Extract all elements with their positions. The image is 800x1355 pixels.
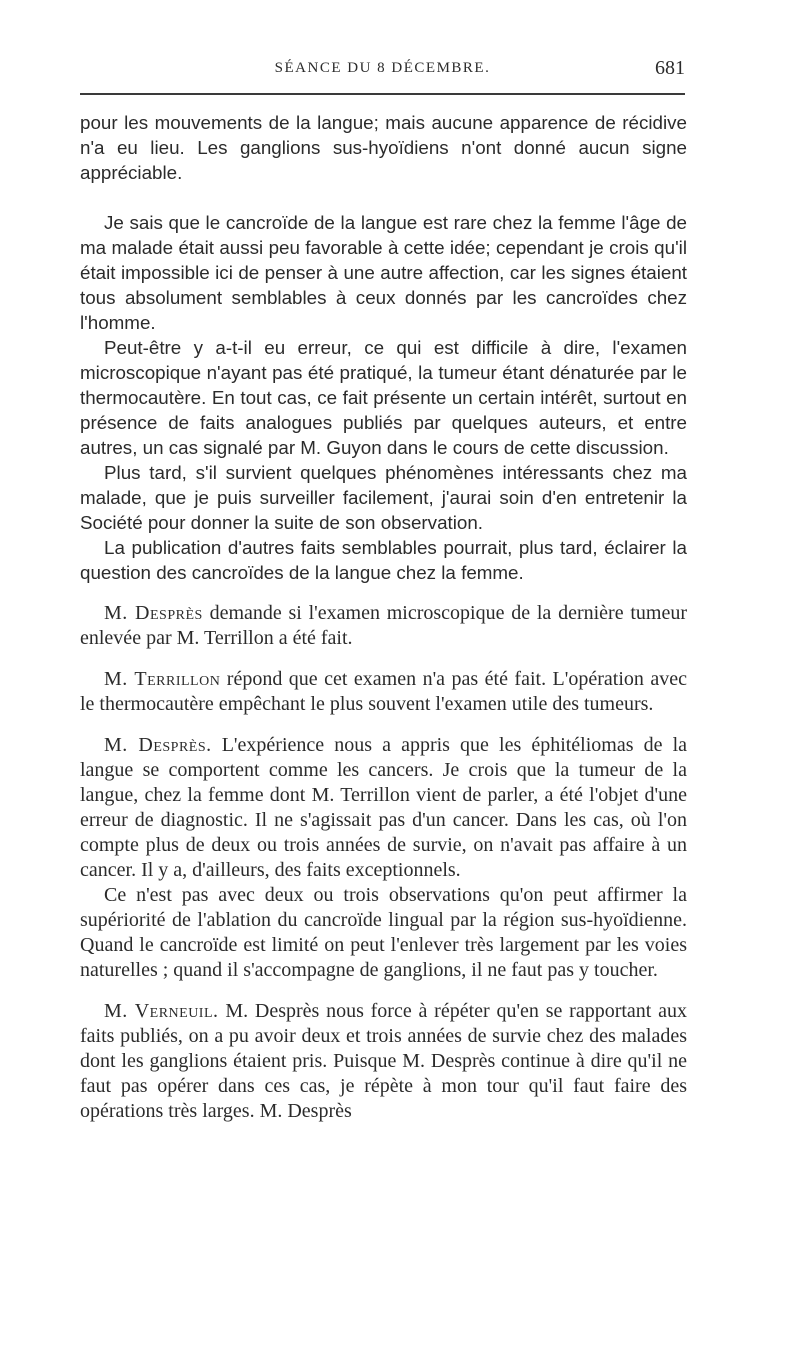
paragraph-2: Je sais que le cancroïde de la langue est rare chez la femme l'âge de ma malade était aussi peu favorable à cette idée; cependant je crois qu'il était impossible ici de penser à une autre affection, car les signes étaient tous absolument semblables à ceux donnés par les cancroïdes chez l'homme. [80, 212, 687, 333]
paragraph-6-text: demande si l'examen microscopique de la dernière tumeur enlevée par M. Terrillon a été fait. [80, 602, 687, 649]
paragraph-5: La publication d'autres faits semblables pourrait, plus tard, éclairer la question des cancroïdes de la langue chez la femme. [80, 537, 687, 583]
speaker-name: M. Desprès [104, 602, 203, 624]
paragraph-8-text: L'expérience nous a appris que les éphitéliomas de la langue se comportent comme les cancers. Je crois que la tumeur de la langue, chez la femme dont M. Terrillon vient de parler, a été l'objet d'une erreur de diagnostic. Il ne s'agissait pas d'un cancer. Dans les cas, où l'on compte plus de deux ou trois années de survie, on n'avait pas affaire à un cancer. Il y a, d'ailleurs, des faits exceptionnels. [80, 734, 688, 881]
paragraph-1: pour les mouvements de la langue; mais aucune apparence de récidive n'a eu lieu. Les ganglions sus-hyoïdiens n'ont donné aucun signe appréciable. [80, 112, 687, 183]
body-text [80, 110, 687, 1124]
paragraph-4: Plus tard, s'il survient quelques phénomènes intéressants chez ma malade, que je puis surveiller facilement, j'aurai soin d'en entretenir la Société pour donner la suite de son observation. [80, 462, 687, 533]
paragraph-10 [80, 999, 687, 1124]
speaker-name: M. Verneuil. [104, 1000, 219, 1022]
paragraph-7-text: répond que cet examen n'a pas été fait. L'opération avec le thermocautère empêchant le plus souvent l'examen utile des tumeurs. [80, 668, 687, 715]
paragraph-6 [80, 601, 687, 651]
header-rule [80, 93, 685, 95]
paragraph-3: Peut-être y a-t-il eu erreur, ce qui est difficile à dire, l'examen microscopique n'ayant pas été pratiqué, la tumeur étant dénaturée par le thermocautère. En tout cas, ce fait présente un certain intérêt, surtout en présence de faits analogues publiés par quelques auteurs, et entre autres, un cas signalé par M. Guyon dans le cours de cette discussion. [80, 337, 687, 458]
speaker-name: M. Terrillon [104, 668, 221, 690]
paragraph-10-text: M. Desprès nous force à répéter qu'en se rapportant aux faits publiés, on a pu avoir deux et trois années de survie chez des malades dont les ganglions étaient pris. Puisque M. Desprès continue à dire qu'il ne faut pas opérer dans ces cas, je répète à mon tour qu'il faut faire des opérations très larges. M. Desprès [80, 1000, 687, 1122]
paragraph-9: Ce n'est pas avec deux ou trois observations qu'on peut affirmer la supériorité de l'ablation du cancroïde lingual par la région sus-hyoïdienne. Quand le cancroïde est limité on peut l'enlever très largement par les voies naturelles ; quand il s'accompagne de ganglions, il ne faut pas y toucher. [80, 884, 687, 981]
speaker-name: M. Desprès. [104, 734, 212, 756]
paragraph-7 [80, 667, 687, 717]
running-title: SÉANCE DU 8 DÉCEMBRE. [274, 60, 491, 76]
running-head [80, 57, 685, 84]
paragraph-8 [80, 733, 687, 883]
page-number: 681 [655, 57, 685, 79]
